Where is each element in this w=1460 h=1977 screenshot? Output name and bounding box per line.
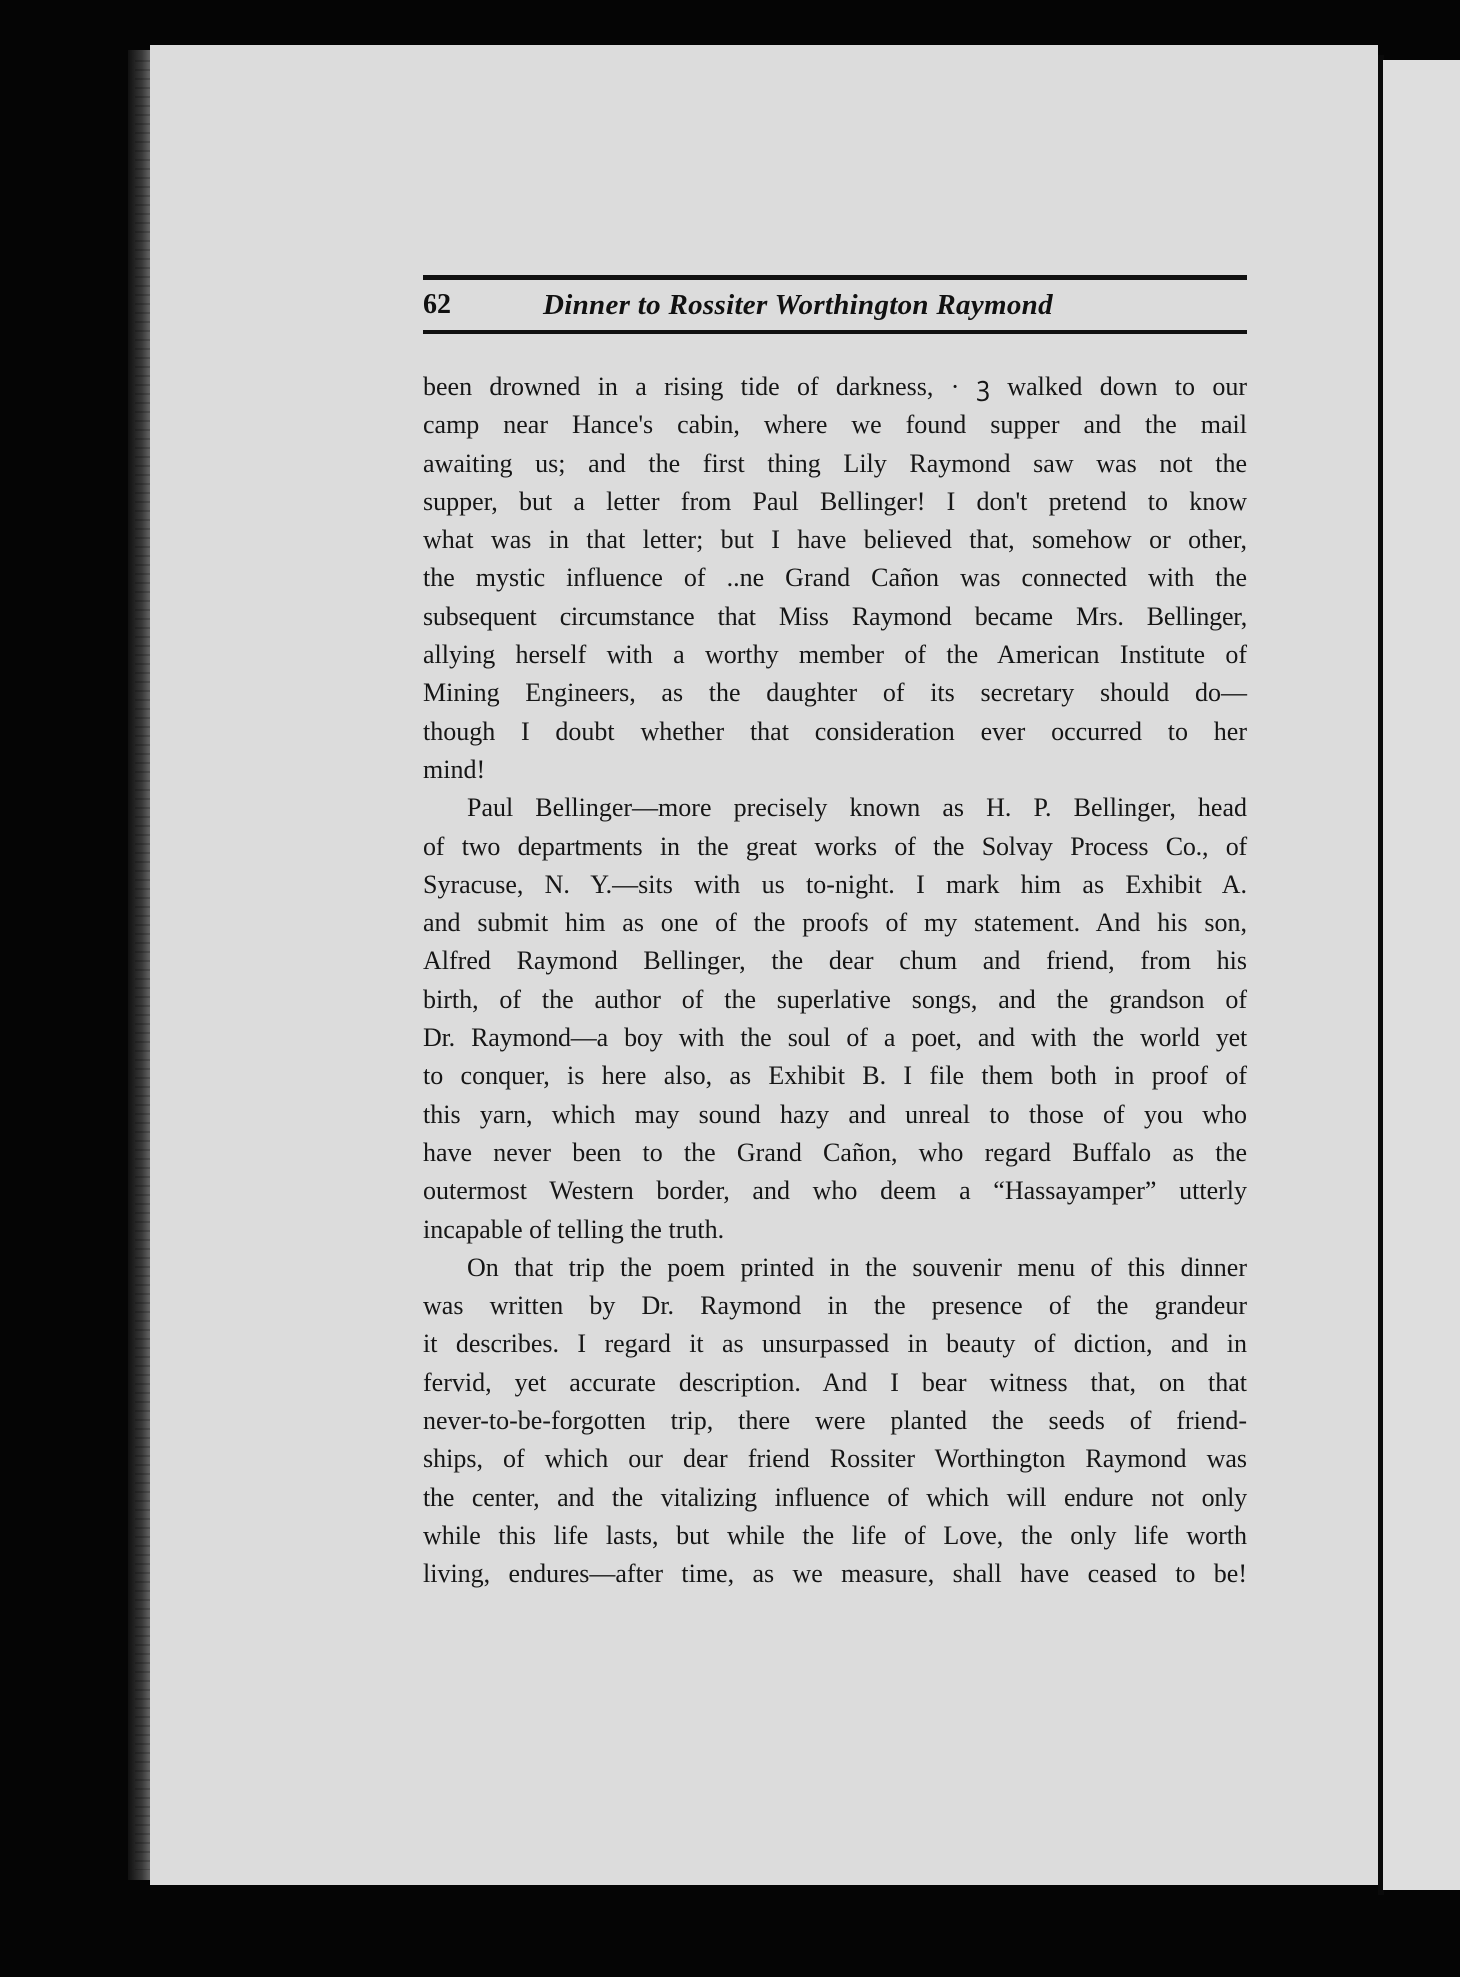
text-line: and submit him as one of the proofs of my statement. And his son, [423,908,1247,938]
text-line: of two departments in the great works of the Solvay Process Co., of [423,831,1247,861]
text-line: the center, and the vitalizing influence of which will endure not only [423,1482,1247,1512]
text-line: Alfred Raymond Bellinger, the dear chum and friend, from his [423,946,1247,976]
text-line: to conquer, is here also, as Exhibit B. I file them both in proof of [423,1061,1247,1091]
text-line: this yarn, which may sound hazy and unreal to those of you who [423,1099,1247,1129]
text-line: subsequent circumstance that Miss Raymond became Mrs. Bellinger, [423,601,1247,631]
page-number: 62 [423,289,451,320]
text-line: living, endures—after time, as we measure, shall have ceased to be! [423,1559,1247,1589]
body-text [423,368,1247,1594]
header-rule-top [423,275,1247,280]
text-line: birth, of the author of the superlative songs, and the grandson of [423,984,1247,1014]
text-line: ships, of which our dear friend Rossiter Worthington Raymond was [423,1444,1247,1474]
running-title: Dinner to Rossiter Worthington Raymond [543,289,1053,321]
facing-page-edge [1383,60,1460,1890]
text-line: awaiting us; and the first thing Lily Raymond saw was not the [423,448,1247,478]
text-line: outermost Western border, and who deem a “Hassayamper” utterly [423,1176,1247,1206]
text-line: fervid, yet accurate description. And I bear witness that, on that [423,1367,1247,1397]
text-line: Mining Engineers, as the daughter of its secretary should do— [423,678,1247,708]
text-line: been drowned in a rising tide of darkness, · ꝫ walked down to our [423,372,1247,401]
text-line: Syracuse, N. Y.—sits with us to-night. I mark him as Exhibit A. [423,869,1247,899]
text-line: mind! [423,754,486,784]
text-line: what was in that letter; but I have believed that, somehow or other, [423,525,1247,555]
text-line: it describes. I regard it as unsurpassed in beauty of diction, and in [423,1329,1247,1359]
text-line: supper, but a letter from Paul Bellinger! I don't pretend to know [423,486,1247,516]
text-line: the mystic influence of ..ne Grand Cañon was connected with the [423,563,1247,593]
running-head [423,285,1247,325]
text-line: while this life lasts, but while the life of Love, the only life worth [423,1520,1247,1550]
text-line: camp near Hance's cabin, where we found supper and the mail [423,410,1247,440]
text-line: though I doubt whether that consideration ever occurred to her [423,716,1247,746]
text-line: allying herself with a worthy member of the American Institute of [423,640,1247,670]
text-line: was written by Dr. Raymond in the presence of the grandeur [423,1291,1247,1321]
text-line: incapable of telling the truth. [423,1214,725,1244]
paragraph-first-line: On that trip the poem printed in the souvenir menu of this dinner [467,1252,1247,1282]
header-rule-bottom [423,330,1247,334]
text-line: have never been to the Grand Cañon, who regard Buffalo as the [423,1137,1247,1167]
paragraph-first-line: Paul Bellinger—more precisely known as H. P. Bellinger, head [467,793,1247,823]
text-line: Dr. Raymond—a boy with the soul of a poet, and with the world yet [423,1023,1247,1053]
text-line: never-to-be-forgotten trip, there were planted the seeds of friend- [423,1406,1247,1436]
